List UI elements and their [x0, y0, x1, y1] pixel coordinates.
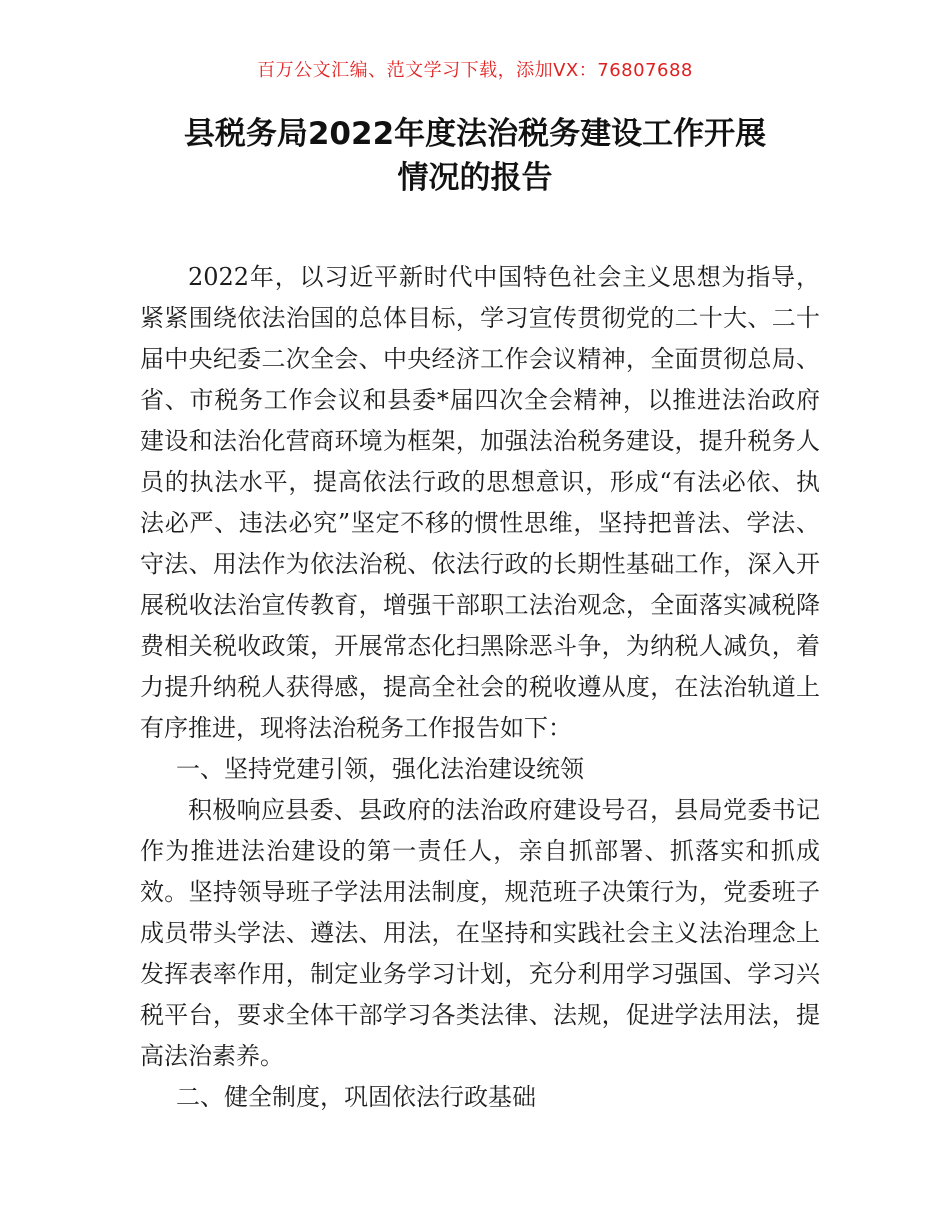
section-heading-1: 一、坚持党建引领，强化法治建设统领	[176, 755, 584, 783]
document-body	[140, 257, 820, 1118]
section-1-paragraph: 积极响应县委、县政府的法治政府建设号召，县局党委书记作为推进法治建设的第一责任人，亲自抓部署、抓落实和抓成效。坚持领导班子学法用法制度，规范班子决策行为，党委班子成员带头学法、遵法、用法，在坚持和实践社会主义法治理念上发挥表率作用，制定业务学习计划，充分利用学习强国、学习兴税平台，要求全体干部学习各类法律、法规，促进学法用法，提高法治素养。	[140, 796, 820, 1070]
section-heading-2: 二、健全制度，巩固依法行政基础	[176, 1083, 536, 1111]
document-title	[100, 112, 850, 200]
title-line-1: 县税务局2022年度法治税务建设工作开展	[183, 116, 767, 152]
intro-paragraph: 2022年，以习近平新时代中国特色社会主义思想为指导，紧紧围绕依法治国的总体目标，学习宣传贯彻党的二十大、二十届中央纪委二次全会、中央经济工作会议精神，全面贯彻总局、省、市税务工作会议和县委*届四次全会精神，以推进法治政府建设和法治化营商环境为框架，加强法治税务建设，提升税务人员的执法水平，提高依法行政的思想意识，形成“有法必依、执法必严、违法必究”坚定不移的惯性思维，坚持把普法、学法、守法、用法作为依法治税、依法行政的长期性基础工作，深入开展税收法治宣传教育，增强干部职工法治观念，全面落实减税降费相关税收政策，开展常态化扫黑除恶斗争，为纳税人减负，着力提升纳税人获得感，提高全社会的税收遵从度，在法治轨道上有序推进，现将法治税务工作报告如下：	[140, 263, 820, 742]
watermark-banner: 百万公文汇编、范文学习下载，添加VX：76807688	[257, 60, 693, 81]
title-line-2: 情况的报告	[397, 160, 553, 196]
